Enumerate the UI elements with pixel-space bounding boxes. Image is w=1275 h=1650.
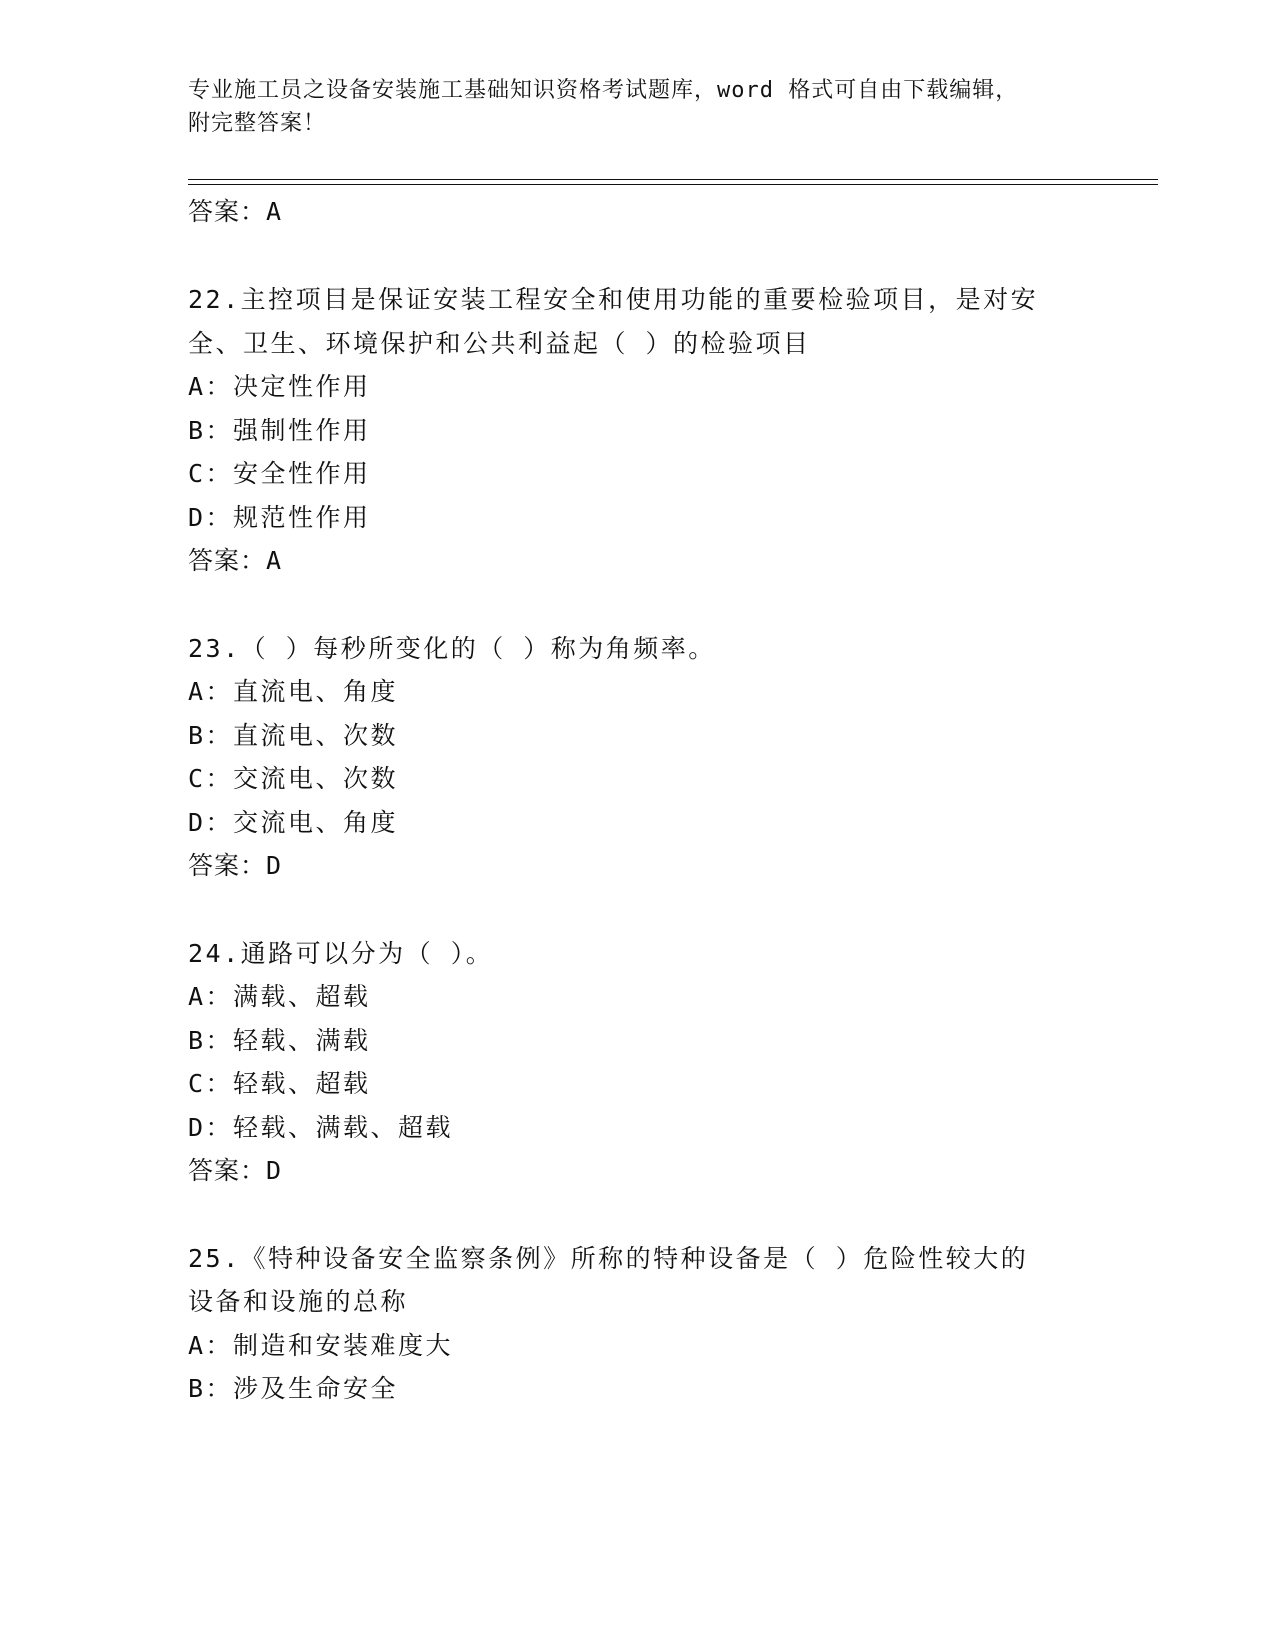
- option-b: B：涉及生命安全: [188, 1374, 399, 1403]
- option-b: B：强制性作用: [188, 416, 371, 445]
- answer-line: [188, 192, 282, 228]
- answer-label: 答案：: [188, 546, 267, 575]
- option-c: C：安全性作用: [188, 459, 371, 488]
- question-stem: 22.主控项目是保证安装工程安全和使用功能的重要检验项目，是对安: [188, 285, 1039, 314]
- option-a: A：直流电、角度: [188, 677, 399, 706]
- document-header: [188, 74, 1088, 140]
- answer-value: D: [266, 1156, 283, 1185]
- question-stem: 23.（ ）每秒所变化的（ ）称为角频率。: [188, 634, 716, 663]
- question-stem: 设备和设施的总称: [188, 1287, 409, 1316]
- option-d: D：规范性作用: [188, 503, 371, 532]
- option-c: C：轻载、超载: [188, 1069, 371, 1098]
- answer-label: 答案：: [188, 851, 267, 880]
- header-line: 专业施工员之设备安装施工基础知识资格考试题库，word 格式可自由下载编辑，: [188, 78, 1019, 103]
- question-stem: 全、卫生、环境保护和公共利益起（ ）的检验项目: [188, 329, 811, 358]
- answer-value: A: [266, 546, 283, 575]
- option-a: A：满载、超载: [188, 982, 371, 1011]
- answer-label: 答案：: [188, 197, 267, 226]
- answer-value: D: [266, 851, 283, 880]
- answer-label: 答案：: [188, 1156, 267, 1185]
- header-divider: [188, 179, 1158, 180]
- option-b: B：直流电、次数: [188, 721, 399, 750]
- header-line: 附完整答案！: [188, 111, 327, 136]
- question-stem: 24.通路可以分为（ ）。: [188, 939, 494, 968]
- option-a: A：决定性作用: [188, 372, 371, 401]
- option-d: D：轻载、满载、超载: [188, 1113, 454, 1142]
- answer-line: [188, 541, 282, 577]
- header-divider: [188, 184, 1158, 185]
- question-stem: 25.《特种设备安全监察条例》所称的特种设备是（ ）危险性较大的: [188, 1244, 1029, 1273]
- answer-value: A: [266, 197, 283, 226]
- answer-line: [188, 1151, 282, 1187]
- option-b: B：轻载、满载: [188, 1026, 371, 1055]
- option-a: A：制造和安装难度大: [188, 1331, 454, 1360]
- option-d: D：交流电、角度: [188, 808, 399, 837]
- answer-line: [188, 846, 282, 882]
- option-c: C：交流电、次数: [188, 764, 399, 793]
